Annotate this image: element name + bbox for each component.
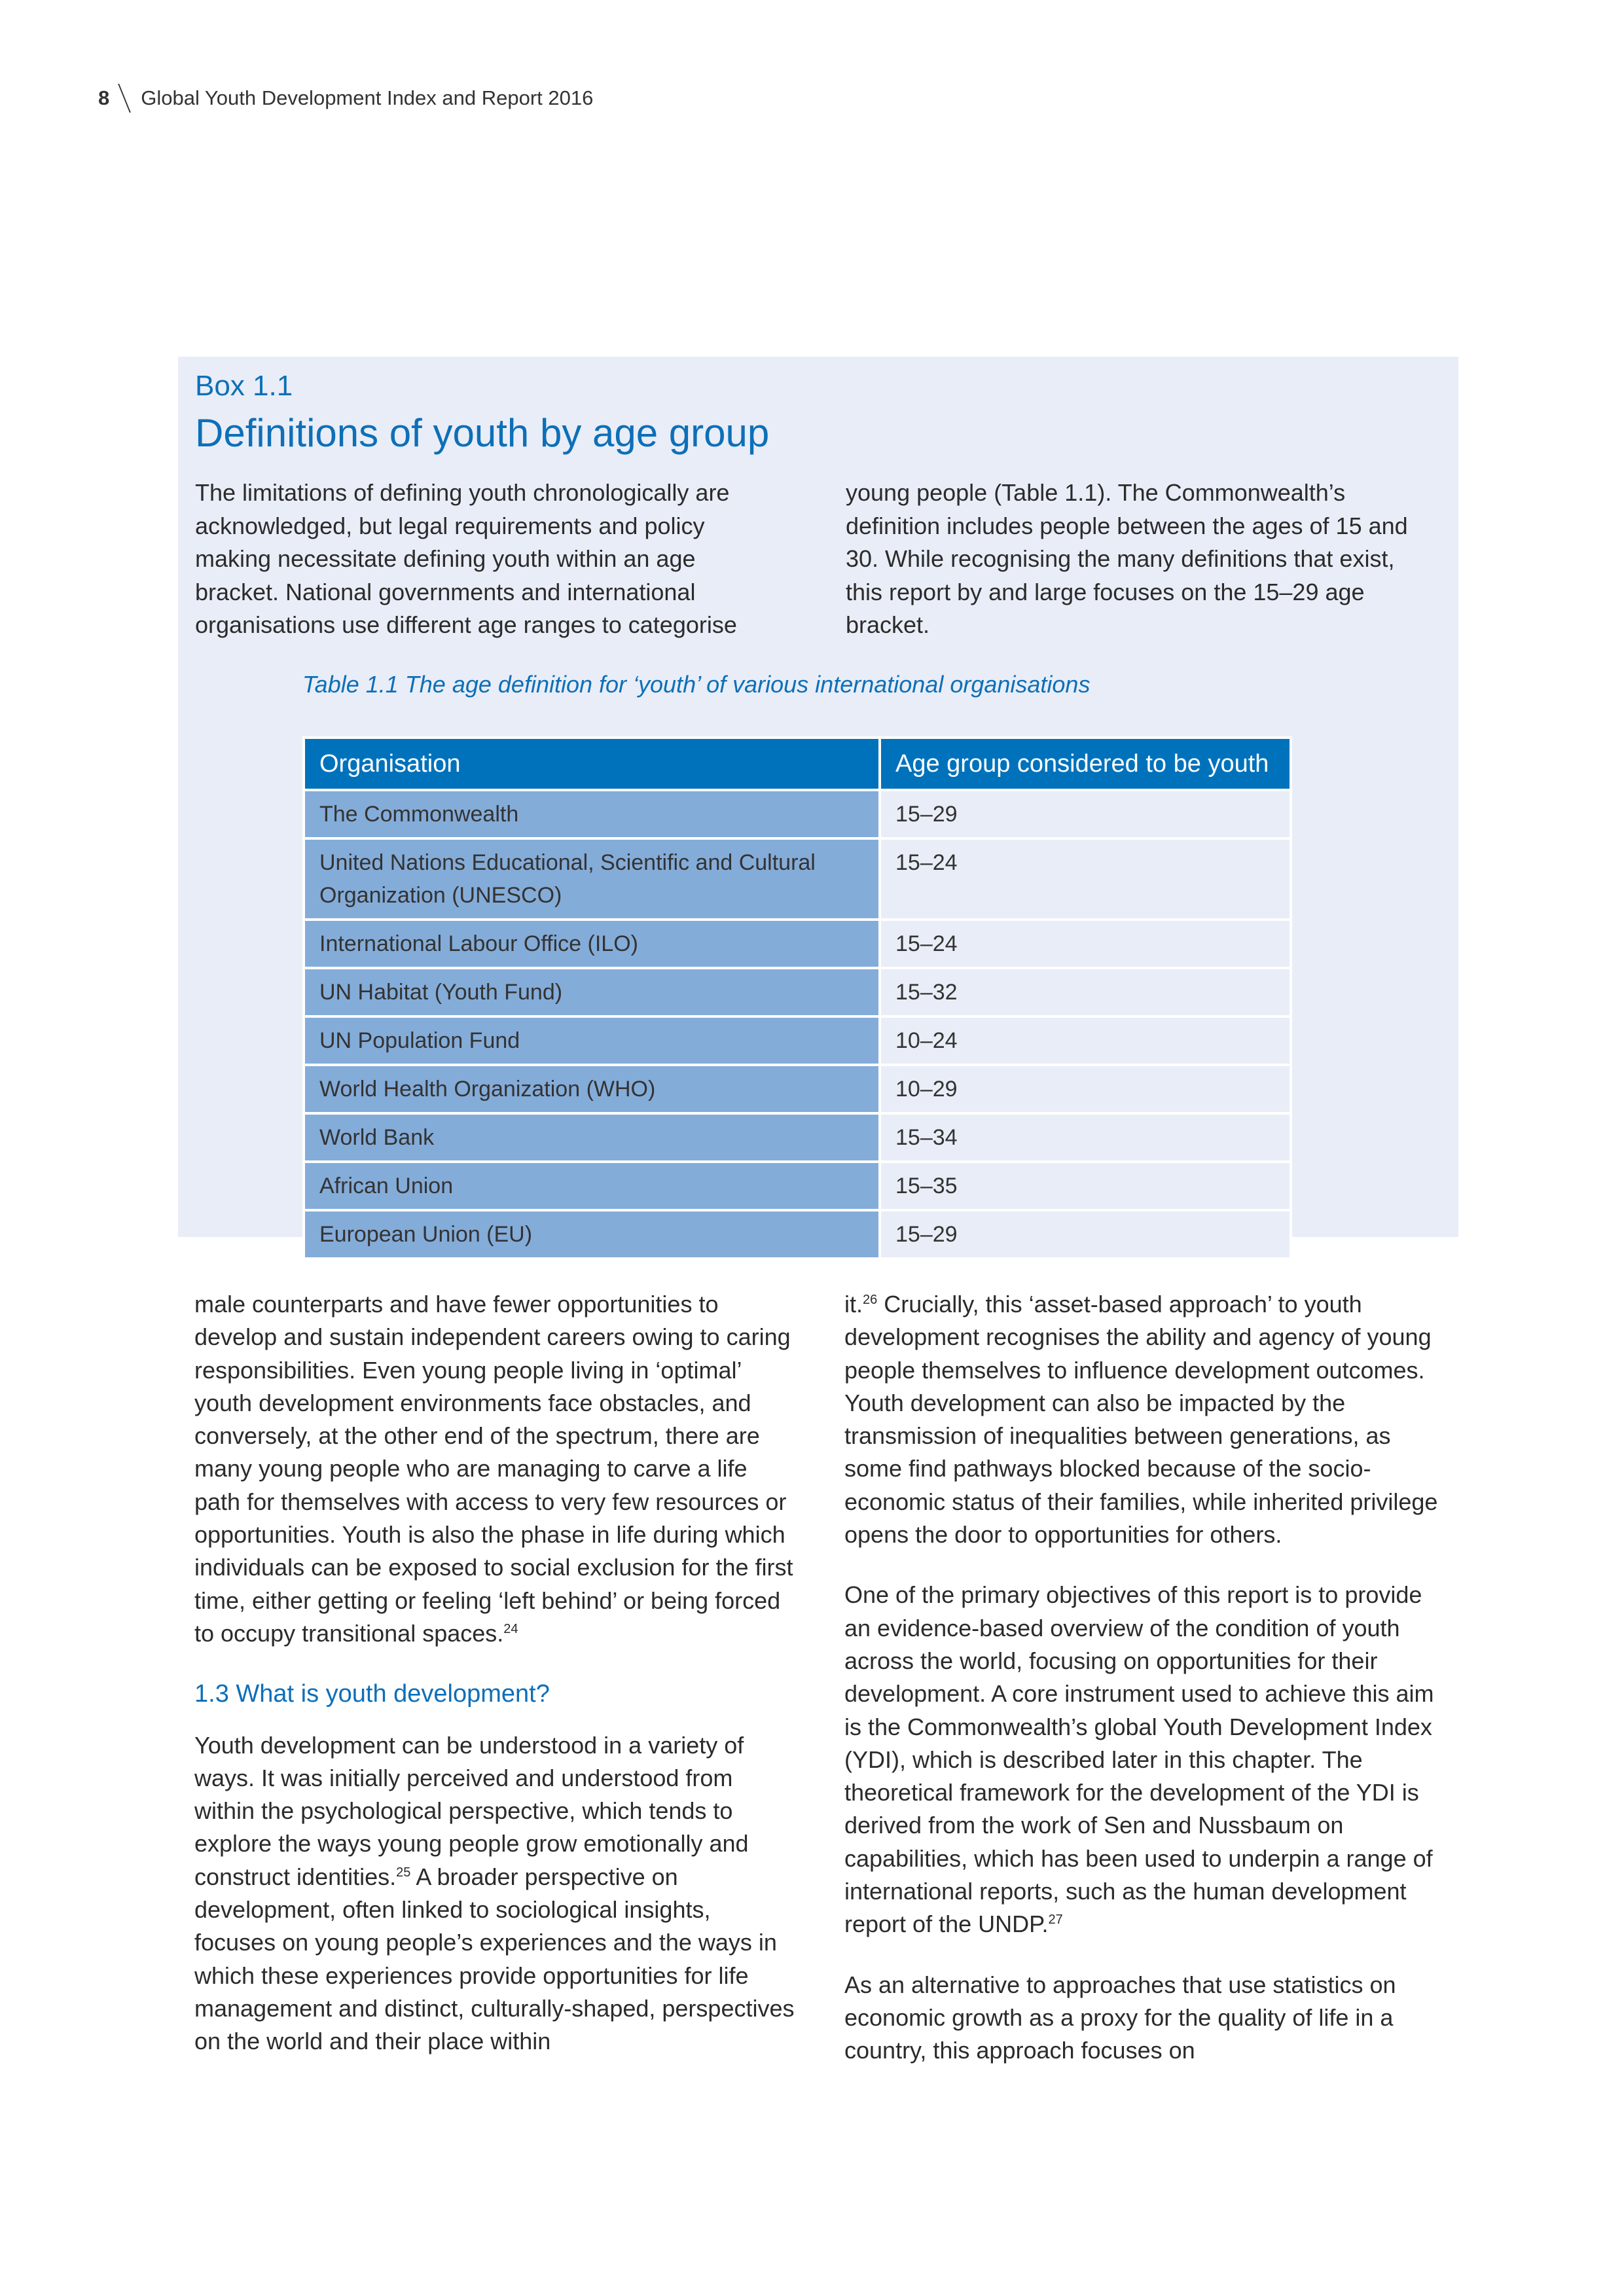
organisation-cell: World Bank (304, 1113, 880, 1162)
paragraph: As an alternative to approaches that use statistics on economic growth as a proxy for the quality of life in a country, this approach focuses on (844, 1971, 1396, 2064)
table-row (304, 1210, 1291, 1259)
running-header (98, 84, 593, 113)
footnote-ref[interactable]: 27 (1048, 1912, 1063, 1928)
running-title: Global Youth Development Index and Report 2016 (141, 86, 594, 109)
table-row (304, 1016, 1291, 1065)
paragraph: it.$^{26}$ Crucially, this ‘asset-based approach’ to youth development recognises the ability and agency of young people themselves to influence development outcomes. Youth development can also be impacted by the transmission of inequalities between generations, as some find pathways blocked because of the socio-economic status of their families, while inherited privilege opens the door to opportunities for others. (844, 1291, 1438, 1549)
column-header-organisation: Organisation (304, 738, 880, 790)
separator-slash (118, 84, 131, 113)
age-cell: 15–32 (880, 968, 1291, 1016)
organisation-cell: African Union (304, 1162, 880, 1210)
box-text-right: young people (Table 1.1). The Commonwealth’s definition includes people between the ages of 15 and 30. While recognising the many definitions that exist, this report by and large focuses on the 15–29 age bracket. (846, 479, 1408, 638)
age-cell: 10–24 (880, 1016, 1291, 1065)
organisation-cell: UN Population Fund (304, 1016, 880, 1065)
paragraph: male counterparts and have fewer opportunities to develop and sustain independent careers owing to caring responsibilities. Even young people living in ‘optimal’ youth development environments face obstacles, and conversely, at the other end of the spectrum, there are many young people who are managing to carve a life path for themselves with access to very few resources or opportunities. Youth is also the phase in life during which individuals can be exposed to social exclusion for the first time, either getting or feeling ‘left behind’ or being forced to occupy transitional spaces.$^{24}$ (194, 1291, 793, 1647)
paragraph: Youth development can be understood in a variety of ways. It was initially perceived and understood from within the psychological perspective, which tends to explore the ways young people grow emotionally and construct identities.$^{25}$ A broader perspective on development, often linked to sociological insights, focuses on young people’s experiences and the ways in which these experiences provide opportunities for life management and distinct, culturally-shaped, perspectives on the world and their place within (194, 1731, 795, 2055)
section-heading: 1.3 What is youth development? (194, 1680, 550, 1708)
paragraph: One of the primary objectives of this report is to provide an evidence-based overview of the condition of youth across the world, focusing on opportunities for their development. A core instrument used to achieve this aim is the Commonwealth’s global Youth Development Index (YDI), which is described later in this chapter. The theoretical framework for the development of the YDI is derived from the work of Sen and Nussbaum on capabilities, which has been used to underpin a range of international reports, such as the human development report of the UNDP.$^{27}$ (844, 1581, 1434, 1938)
footnote-ref[interactable]: 25 (396, 1865, 411, 1880)
organisation-cell: United Nations Educational, Scientific and Cultural Organization (UNESCO) (304, 838, 880, 920)
footnote-ref[interactable]: 26 (863, 1293, 878, 1307)
table-caption: Table 1.1 The age definition for ‘youth’ of various international organisations (302, 671, 1091, 698)
age-cell: 15–24 (880, 920, 1291, 968)
column-header-age-group: Age group considered to be youth (880, 738, 1291, 790)
organisation-cell: International Labour Office (ILO) (304, 920, 880, 968)
box-title: Definitions of youth by age group (195, 411, 770, 455)
age-cell: 15–24 (880, 838, 1291, 920)
age-cell: 15–34 (880, 1113, 1291, 1162)
body-column-right (844, 1288, 1447, 2095)
age-cell: 10–29 (880, 1065, 1291, 1113)
table-row (304, 1162, 1291, 1210)
body-column-left (194, 1288, 797, 2086)
page-number: 8 (98, 86, 110, 109)
table-row (304, 920, 1291, 968)
age-cell: 15–29 (880, 790, 1291, 838)
table-header-row (304, 738, 1291, 790)
youth-age-table (302, 736, 1292, 1260)
table-row (304, 790, 1291, 838)
box-label: Box 1.1 (195, 370, 293, 402)
organisation-cell: The Commonwealth (304, 790, 880, 838)
footnote-ref[interactable]: 24 (503, 1621, 518, 1636)
organisation-cell: European Union (EU) (304, 1210, 880, 1259)
organisation-cell: UN Habitat (Youth Fund) (304, 968, 880, 1016)
table-row (304, 838, 1291, 920)
table-row (304, 1065, 1291, 1113)
table-row (304, 1113, 1291, 1162)
age-cell: 15–35 (880, 1162, 1291, 1210)
organisation-cell: World Health Organization (WHO) (304, 1065, 880, 1113)
table-row (304, 968, 1291, 1016)
box-text-left: The limitations of defining youth chronologically are acknowledged, but legal requirements and policy making necessitate defining youth within an age bracket. National governments and international organisations use different age ranges to categorise (195, 479, 737, 638)
box-1-1 (178, 357, 1458, 1247)
age-cell: 15–29 (880, 1210, 1291, 1259)
